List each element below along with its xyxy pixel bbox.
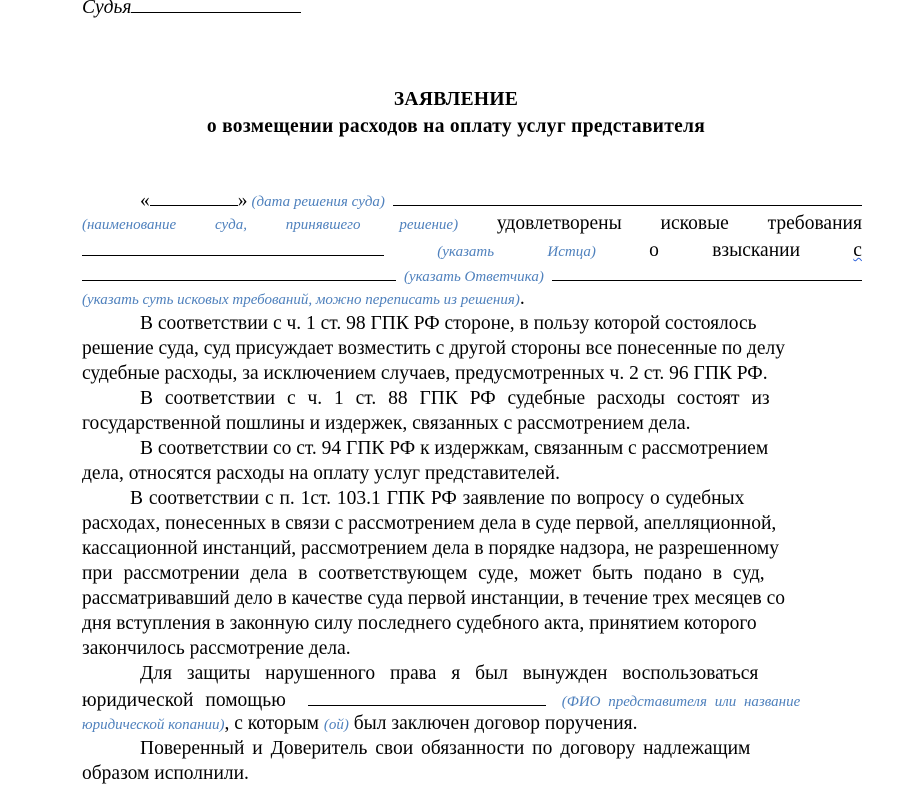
body-line-6: В соответствии со ст. 94 ГПК РФ к издержкам, связанным с рассмотрением <box>140 438 769 459</box>
essence-blank <box>552 261 862 281</box>
plaintiff-blank <box>82 236 384 256</box>
rep-text-2: помощью <box>205 690 286 711</box>
quote-open: « <box>140 190 150 211</box>
body-line-5: государственной пошлины и издержек, связанных с рассмотрением дела. <box>82 413 691 434</box>
body-line-4: В соответствии с ч. 1 ст. 88 ГПК РФ судебные расходы состоят из <box>140 388 770 409</box>
intro-line-2 <box>82 211 862 238</box>
body-line-12: рассматривавший дело в качестве суда первой инстанции, в течение трех месяцев со <box>82 588 786 609</box>
hint-court-4: решение) <box>399 217 459 233</box>
text-word-3: требования <box>767 213 862 234</box>
text-recovery: взыскании <box>712 240 801 261</box>
defendant-blank <box>82 261 396 281</box>
closing-line-2: образом исполнили. <box>82 763 249 784</box>
text-word-1: удовлетворены <box>496 213 622 234</box>
body-line-11: при рассмотрении дела в соответствующем суде, может быть подано в суд, <box>82 563 765 584</box>
intro-line-5 <box>82 286 862 313</box>
representative-blank <box>308 686 546 706</box>
body-line-10: кассационной инстанций, рассмотрением дела в порядке надзора, не разрешенному <box>82 538 779 559</box>
rep-text-1: юридической <box>82 690 194 711</box>
hint-court-1: (наименование <box>82 217 177 233</box>
court-blank <box>393 186 862 206</box>
closing-line-1: Поверенный и Доверитель свои обязанности по договору надлежащим <box>140 738 751 759</box>
body-line-8: В соответствии с п. 1ст. 103.1 ГПК РФ заявление по вопросу о судебных <box>130 488 745 509</box>
text-from: с <box>853 240 862 261</box>
body-line-1: В соответствии с ч. 1 ст. 98 ГПК РФ стороне, в пользу которой состоялось <box>140 313 757 334</box>
hint-defendant: (указать Ответчика) <box>404 269 544 285</box>
quote-close: » <box>237 190 248 211</box>
hint-plaintiff-1: (указать <box>437 244 495 260</box>
judge-blank <box>131 0 301 13</box>
hint-court-2: суда, <box>214 217 247 233</box>
document-title: ЗАЯВЛЕНИЕ <box>393 89 519 110</box>
date-blank <box>150 186 238 206</box>
hint-essence: (указать суть исковых требований, можно переписать из решения) <box>82 292 520 308</box>
hint-date: (дата решения суда) <box>251 194 385 210</box>
judge-line <box>82 0 862 20</box>
body-line-7: дела, относятся расходы на оплату услуг представителей. <box>82 463 560 484</box>
intro-period: . <box>519 288 525 309</box>
body-line-3: судебные расходы, за исключением случаев, предусмотренных ч. 2 ст. 96 ГПК РФ. <box>82 363 768 384</box>
hint-rep-c: (ой) <box>323 717 349 733</box>
body-line-15: Для защиты нарушенного права я был вынужден воспользоваться <box>140 663 759 684</box>
hint-rep-a: (ФИО представителя или название <box>561 694 801 710</box>
body-line-13: дня вступления в законную силу последнего судебного акта, принятием которого <box>82 613 757 634</box>
document-subtitle: о возмещении расходов на оплату услуг представителя <box>206 116 706 137</box>
rep-text-c: был заключен договор поручения. <box>348 713 638 734</box>
hint-plaintiff-2: Истца) <box>547 244 596 260</box>
body-line-2: решение суда, суд присуждает возместить с другой стороны все понесенные по делу <box>82 338 785 359</box>
judge-label: Судья <box>82 0 132 18</box>
rep-text-b: , с которым <box>224 713 324 734</box>
rep-line-2 <box>82 711 862 738</box>
body-line-9: расходах, понесенных в связи с рассмотрением дела в суде первой, апелляционной, <box>82 513 777 534</box>
hint-rep-b: юридической копании) <box>82 717 225 733</box>
body-line-14: закончилось рассмотрение дела. <box>82 638 351 659</box>
text-about: о <box>649 240 659 261</box>
text-word-2: исковые <box>660 213 729 234</box>
hint-court-3: принявшего <box>285 217 361 233</box>
